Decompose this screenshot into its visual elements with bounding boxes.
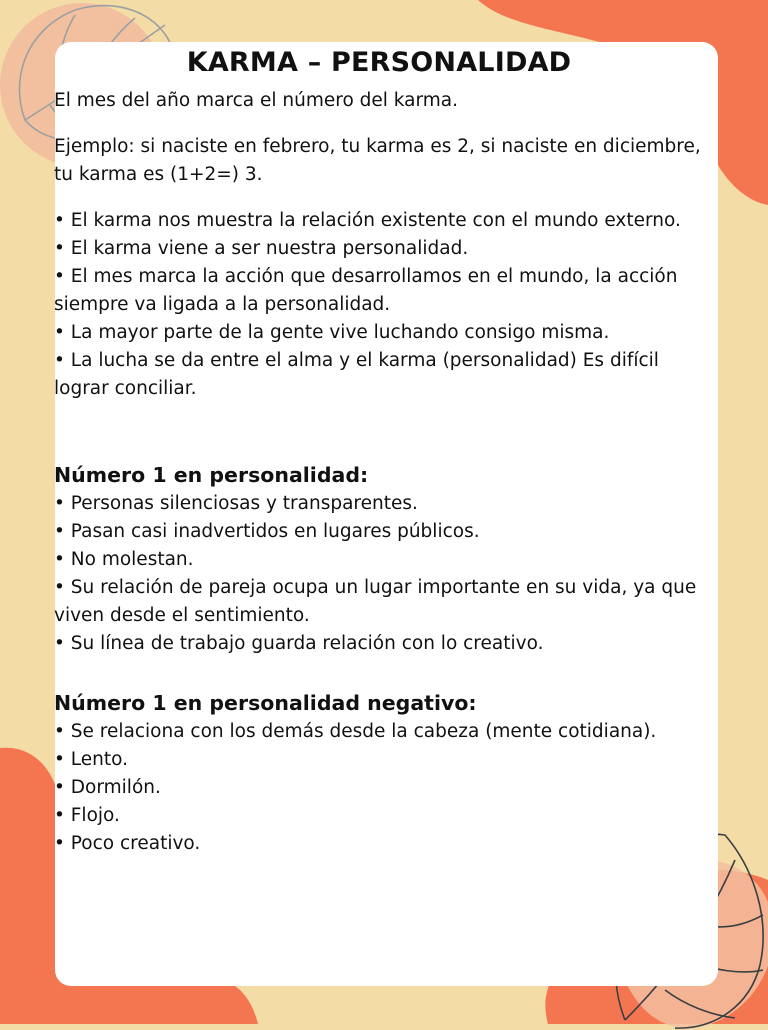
list-item: • La mayor parte de la gente vive luchando consigo misma. bbox=[54, 322, 610, 343]
list-item: • Se relaciona con los demás desde la cabeza (mente cotidiana). bbox=[54, 721, 657, 742]
negative-bullet-list bbox=[54, 718, 704, 858]
list-item: • Pasan casi inadvertidos en lugares públicos. bbox=[54, 521, 480, 542]
section-heading-negative: Número 1 en personalidad negativo: bbox=[54, 691, 477, 715]
list-item: • Poco creativo. bbox=[54, 833, 201, 854]
intro-text: El mes del año marca el número del karma. bbox=[54, 90, 459, 111]
general-bullet-list bbox=[54, 207, 704, 403]
list-item: • Flojo. bbox=[54, 805, 120, 826]
list-item: • El karma nos muestra la relación existente con el mundo externo. bbox=[54, 210, 681, 231]
example-text: Ejemplo: si naciste en febrero, tu karma es 2, si naciste en diciembre, tu karma es (1+2=) 3. bbox=[54, 136, 701, 185]
list-item: • Lento. bbox=[54, 749, 129, 770]
page-title: KARMA – PERSONALIDAD bbox=[186, 47, 572, 78]
list-item: • El mes marca la acción que desarrollamos en el mundo, la acción siempre va ligada a la personalidad. bbox=[54, 266, 678, 315]
list-item: • El karma viene a ser nuestra personalidad. bbox=[54, 238, 469, 259]
list-item: • Su línea de trabajo guarda relación con lo creativo. bbox=[54, 633, 544, 654]
list-item: • No molestan. bbox=[54, 549, 194, 570]
document-content bbox=[54, 42, 704, 858]
list-item: • Su relación de pareja ocupa un lugar importante en su vida, ya que viven desde el sentimiento. bbox=[54, 577, 697, 626]
section-heading-positive: Número 1 en personalidad: bbox=[54, 463, 369, 487]
list-item: • Personas silenciosas y transparentes. bbox=[54, 493, 418, 514]
list-item: • La lucha se da entre el alma y el karma (personalidad) Es difícil lograr conciliar. bbox=[54, 350, 659, 399]
list-item: • Dormilón. bbox=[54, 777, 161, 798]
positive-bullet-list bbox=[54, 490, 704, 658]
